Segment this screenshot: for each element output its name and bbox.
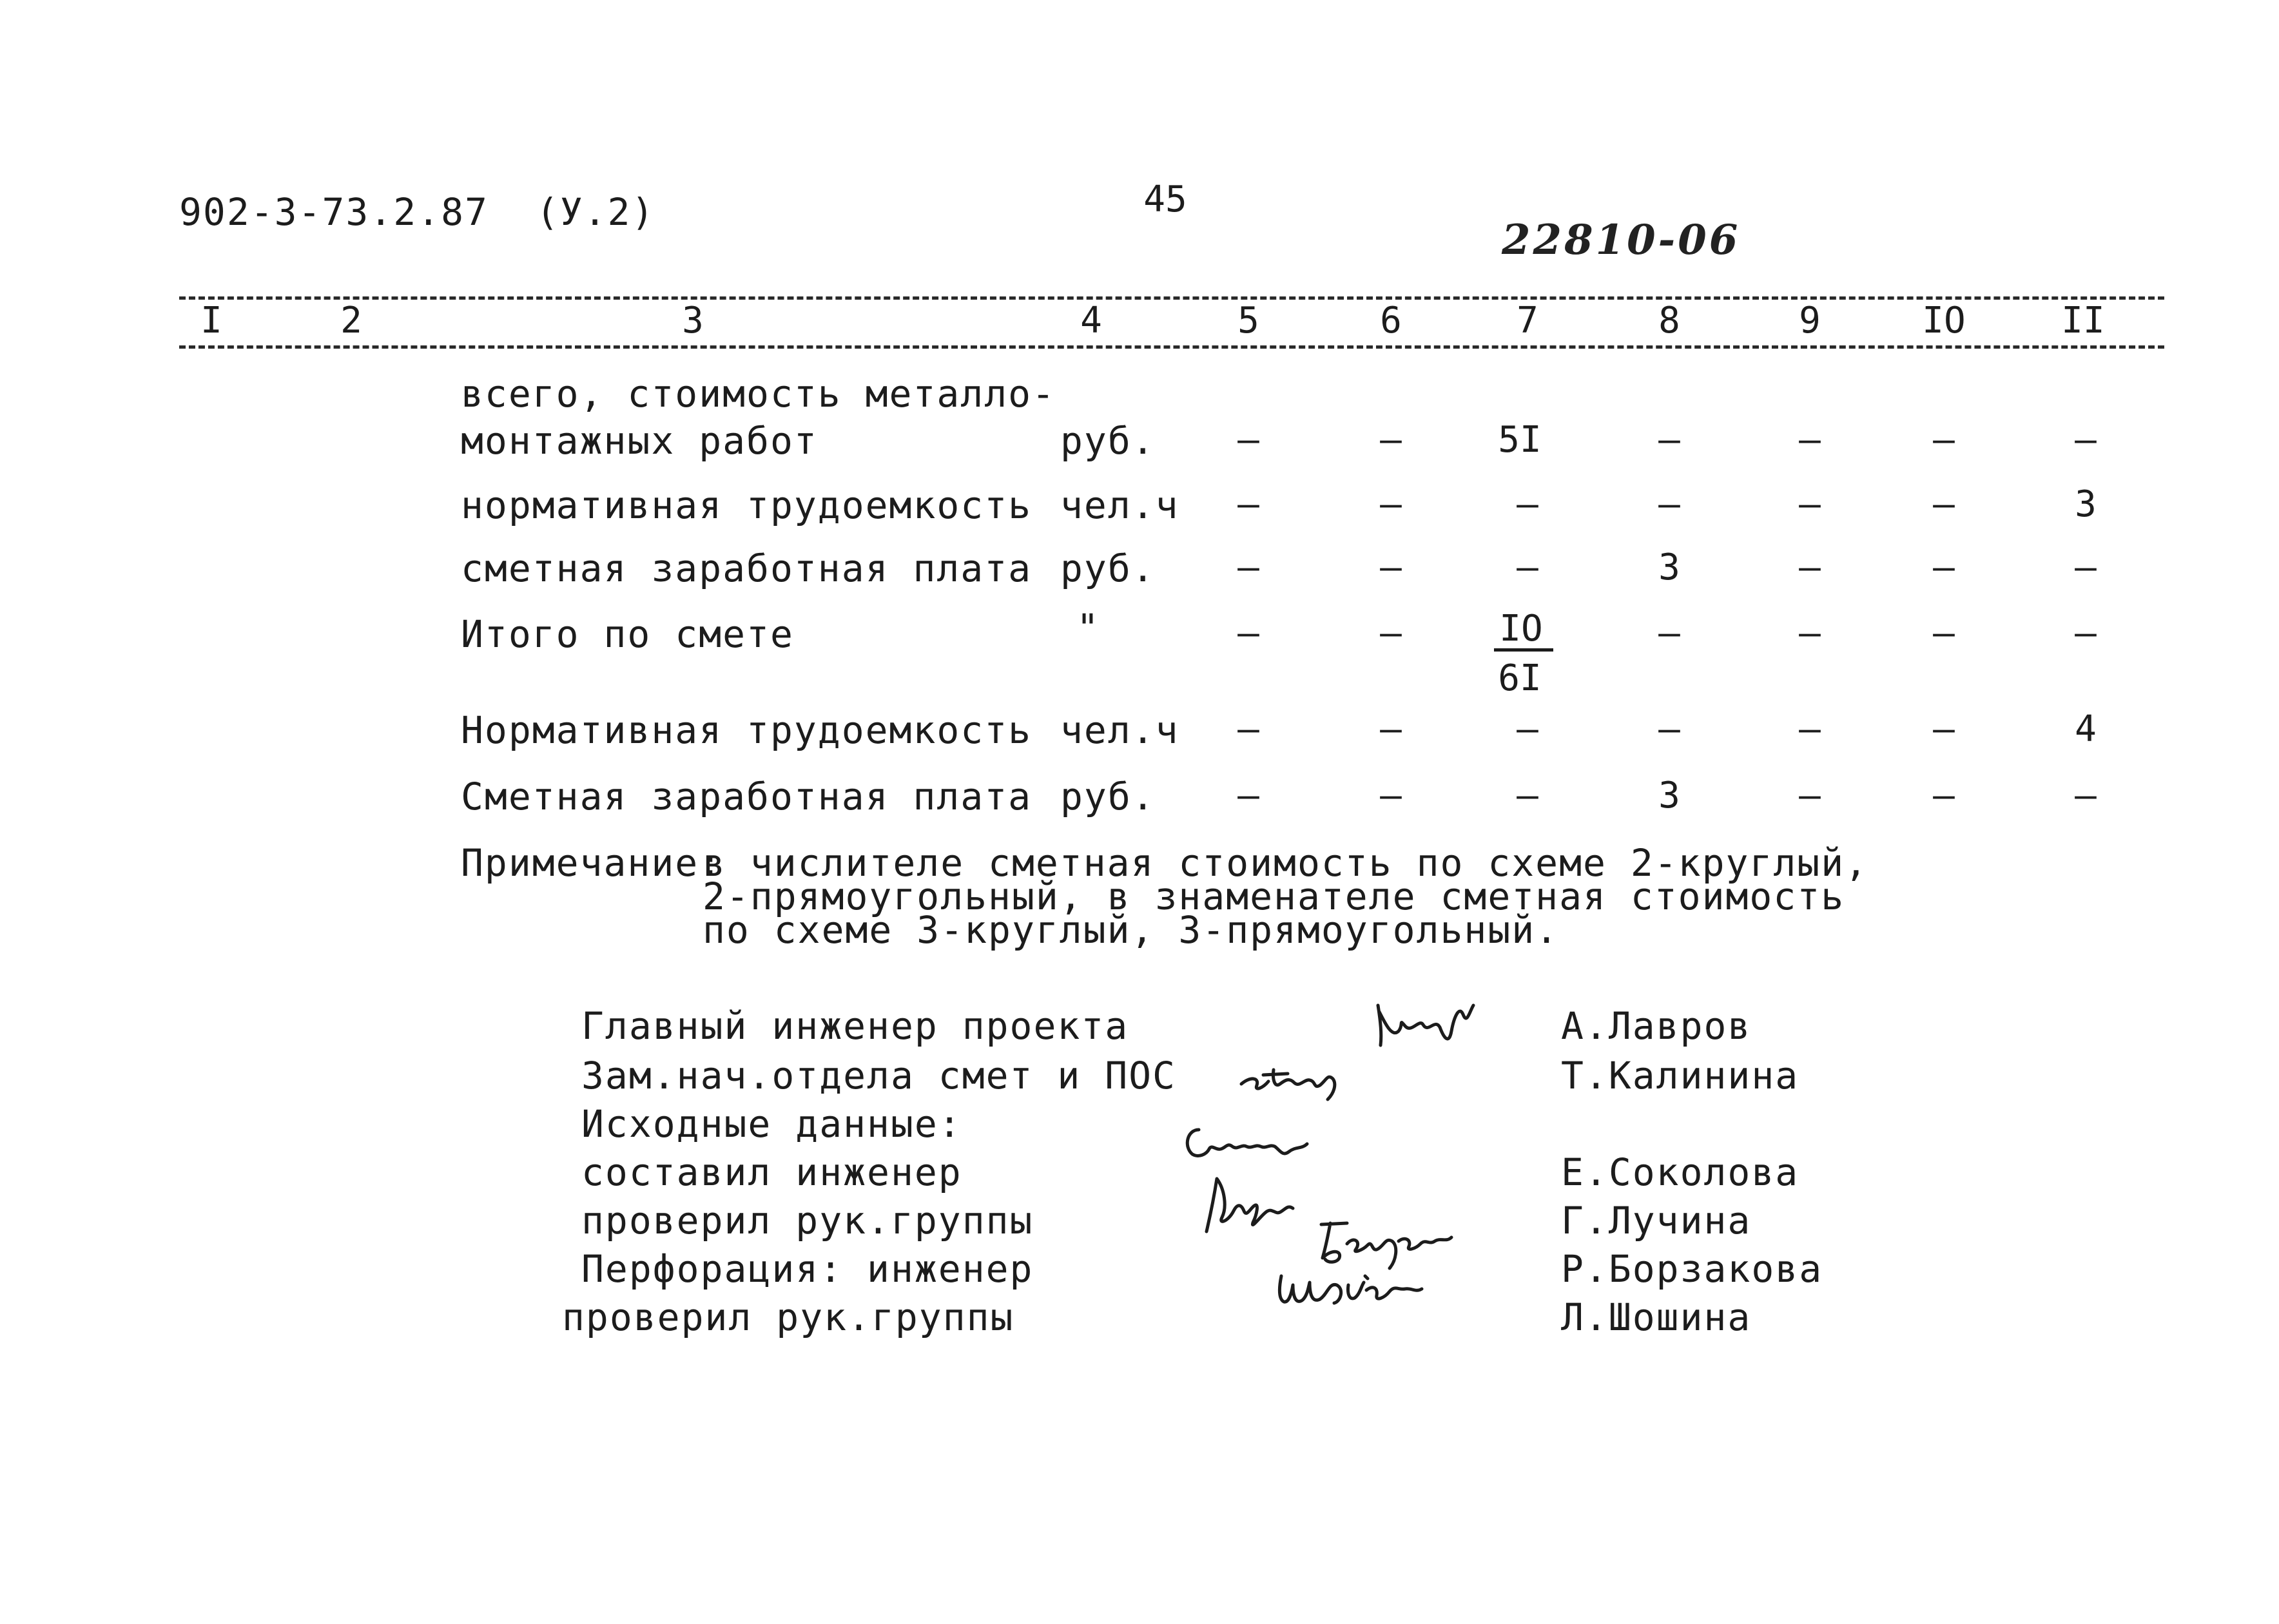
- cell-col-8: –: [1658, 483, 1680, 525]
- cell-col-9: –: [1799, 483, 1821, 525]
- signature-role: проверил рук.группы: [562, 1295, 1014, 1339]
- cell-col-11: –: [2075, 419, 2097, 461]
- cell-col-6: –: [1380, 612, 1402, 654]
- cell-col-11: 4: [2075, 708, 2097, 750]
- signature-role: Главный инженер проекта: [581, 1004, 1129, 1048]
- column-number-8: 8: [1658, 300, 1680, 342]
- column-number-10: IO: [1922, 300, 1966, 342]
- cell-col-11: –: [2075, 546, 2097, 588]
- signature-shoshina: [1270, 1257, 1431, 1321]
- cell-col-8: –: [1658, 612, 1680, 654]
- cell-col-6: –: [1380, 708, 1402, 750]
- stamp-number: 22810-06: [1502, 216, 1741, 264]
- column-number-3: 3: [682, 300, 704, 342]
- cell-col-8: 3: [1658, 546, 1680, 588]
- row-name-line: Нормативная трудоемкость: [461, 708, 1033, 752]
- row-unit: руб.: [1060, 775, 1156, 818]
- cell-col-10: –: [1933, 483, 1955, 525]
- cell-col-6: –: [1380, 775, 1402, 817]
- signature-role: проверил рук.группы: [581, 1199, 1034, 1242]
- column-number-5: 5: [1237, 300, 1259, 342]
- signature-role: Перфорация: инженер: [581, 1247, 1034, 1291]
- cell-col-10: –: [1933, 775, 1955, 817]
- note-line: в числителе сметная стоимость по схеме 2-круглый,: [703, 841, 1869, 885]
- signature-name: Е.Соколова: [1561, 1150, 1799, 1194]
- column-number-2: 2: [340, 300, 362, 342]
- signature-lavrov: [1373, 986, 1482, 1057]
- header-bottom-rule: [179, 345, 2164, 349]
- header-top-rule: [179, 296, 2164, 300]
- cell-col-11: 3: [2075, 483, 2097, 525]
- cell-col-9: –: [1799, 419, 1821, 461]
- fraction-bar: [1494, 648, 1553, 652]
- document-code: 902-3-73.2.87 (У.2): [179, 190, 655, 234]
- cell-col-5: –: [1237, 419, 1259, 461]
- cell-col-7-numerator: IO: [1499, 608, 1543, 650]
- signature-name: Л.Шошина: [1561, 1295, 1752, 1339]
- cell-col-9: –: [1799, 612, 1821, 654]
- cell-col-10: –: [1933, 546, 1955, 588]
- cell-col-5: –: [1237, 775, 1259, 817]
- row-unit: ": [1076, 606, 1100, 650]
- row-name-line: монтажных работ: [461, 419, 818, 463]
- row-unit: чел.ч: [1060, 708, 1179, 752]
- row-name-line: Сметная заработная плата: [461, 775, 1033, 818]
- row-unit: руб.: [1060, 546, 1156, 590]
- cell-col-8: 3: [1658, 775, 1680, 817]
- cell-col-9: –: [1799, 775, 1821, 817]
- note-label: Примечание:: [461, 841, 723, 885]
- column-number-4: 4: [1080, 300, 1102, 342]
- column-number-6: 6: [1380, 300, 1402, 342]
- cell-col-6: –: [1380, 546, 1402, 588]
- cell-col-10: –: [1933, 708, 1955, 750]
- cell-col-7: –: [1517, 775, 1538, 817]
- signature-kalinina: [1237, 1050, 1353, 1102]
- column-number-7: 7: [1517, 300, 1538, 342]
- cell-col-9: –: [1799, 708, 1821, 750]
- row-name-line: Итого по смете: [461, 612, 794, 656]
- row-unit: руб.: [1060, 419, 1156, 463]
- page-number: 45: [1143, 179, 1187, 220]
- signature-role: Исходные данные:: [581, 1102, 962, 1146]
- signature-role: Зам.нач.отдела смет и ПОС: [581, 1054, 1176, 1097]
- row-name-line: сметная заработная плата: [461, 546, 1033, 590]
- row-name-line: нормативная трудоемкость: [461, 483, 1033, 527]
- cell-col-11: –: [2075, 775, 2097, 817]
- row-name-line: всего, стоимость металло-: [461, 372, 1056, 416]
- signature-name: Р.Борзакова: [1561, 1247, 1823, 1291]
- cell-col-9: –: [1799, 546, 1821, 588]
- signature-role: составил инженер: [581, 1150, 962, 1194]
- note-line: по схеме 3-круглый, 3-прямоугольный.: [703, 908, 1560, 952]
- cell-col-5: –: [1237, 708, 1259, 750]
- signature-name: А.Лавров: [1561, 1004, 1752, 1048]
- row-unit: чел.ч: [1060, 483, 1179, 527]
- cell-col-7: –: [1517, 708, 1538, 750]
- note-line: 2-прямоугольный, в знаменателе сметная стоимость: [703, 875, 1845, 918]
- cell-col-7: –: [1517, 483, 1538, 525]
- signature-name: Г.Лучина: [1561, 1199, 1752, 1242]
- column-number-9: 9: [1799, 300, 1821, 342]
- cell-col-11: –: [2075, 612, 2097, 654]
- cell-col-5: –: [1237, 612, 1259, 654]
- cell-col-10: –: [1933, 612, 1955, 654]
- cell-col-7: –: [1517, 546, 1538, 588]
- cell-col-8: –: [1658, 419, 1680, 461]
- cell-col-6: –: [1380, 419, 1402, 461]
- column-number-11: II: [2061, 300, 2105, 342]
- cell-col-5: –: [1237, 483, 1259, 525]
- column-number-1: I: [200, 300, 222, 342]
- signature-sokolova: [1179, 1118, 1321, 1176]
- cell-col-5: –: [1237, 546, 1259, 588]
- cell-col-6: –: [1380, 483, 1402, 525]
- cell-col-7-denominator: 6I: [1498, 657, 1542, 699]
- cell-col-10: –: [1933, 419, 1955, 461]
- cell-col-7: 5I: [1498, 419, 1542, 461]
- signature-name: Т.Калинина: [1561, 1054, 1799, 1097]
- cell-col-8: –: [1658, 708, 1680, 750]
